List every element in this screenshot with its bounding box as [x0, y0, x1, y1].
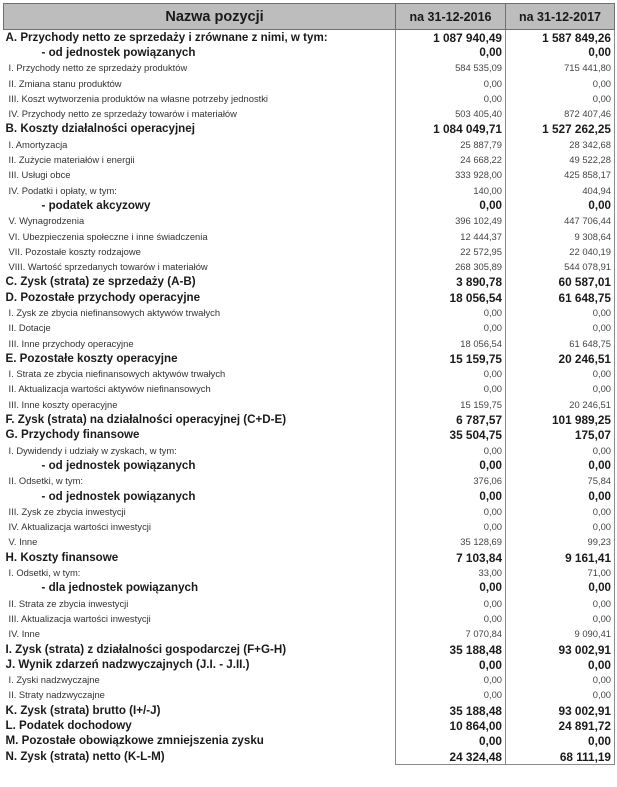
value-2016: 12 444,37	[396, 229, 506, 244]
table-row	[4, 520, 615, 535]
value-2016: 376,06	[396, 474, 506, 489]
value-2016: 0,00	[396, 672, 506, 687]
row-label: - od jednostek powiązanych	[41, 489, 196, 503]
row-label: II. Zmiana stanu produktów	[8, 77, 122, 89]
value-2017: 20 246,51	[506, 351, 615, 366]
value-2016: 0,00	[396, 91, 506, 106]
value-2016: 25 887,79	[396, 137, 506, 152]
row-label: V. Wynagrodzenia	[8, 215, 85, 227]
row-label: F. Zysk (strata) na działalności operacyjnej (C+D-E)	[5, 413, 287, 427]
section-row	[4, 642, 615, 657]
row-label: III. Inne koszty operacyjne	[8, 398, 118, 410]
value-2016: 0,00	[396, 657, 506, 672]
value-2017: 0,00	[506, 596, 615, 611]
section-row	[4, 734, 615, 749]
table-row	[4, 321, 615, 336]
row-label: D. Pozostałe przychody operacyjne	[5, 290, 201, 304]
value-2016: 0,00	[396, 489, 506, 504]
value-2016: 0,00	[396, 443, 506, 458]
row-label: III. Inne przychody operacyjne	[8, 337, 134, 349]
value-2016: 0,00	[396, 458, 506, 473]
value-2016: 0,00	[396, 611, 506, 626]
row-label: IV. Aktualizacja wartości inwestycji	[8, 521, 151, 533]
row-label: II. Dotacje	[8, 322, 51, 334]
row-label: G. Przychody finansowe	[5, 428, 140, 442]
row-label: IV. Podatki i opłaty, w tym:	[8, 184, 117, 196]
table-row	[4, 137, 615, 152]
row-label: III. Usługi obce	[8, 169, 71, 181]
section-row	[4, 749, 615, 765]
value-2016: 0,00	[396, 688, 506, 703]
value-2016: 35 188,48	[396, 642, 506, 657]
row-label: I. Przychody netto ze sprzedaży produktów	[8, 62, 188, 74]
value-2016: 24 668,22	[396, 152, 506, 167]
value-2016: 0,00	[396, 198, 506, 213]
table-row	[4, 152, 615, 167]
table-row	[4, 106, 615, 121]
value-2016: 33,00	[396, 565, 506, 580]
row-label: N. Zysk (strata) netto (K-L-M)	[5, 749, 165, 763]
row-label: - od jednostek powiązanych	[41, 45, 196, 59]
row-label: II. Zużycie materiałów i energii	[8, 154, 135, 166]
row-label: II. Strata ze zbycia inwestycji	[8, 597, 129, 609]
value-2017: 0,00	[506, 504, 615, 519]
table-row	[4, 305, 615, 320]
row-label: IV. Inne	[8, 628, 40, 640]
table-row	[4, 336, 615, 351]
table-row	[4, 581, 615, 596]
section-row	[4, 657, 615, 672]
table-row	[4, 91, 615, 106]
value-2017: 71,00	[506, 565, 615, 580]
value-2017: 0,00	[506, 672, 615, 687]
value-2017: 68 111,19	[506, 749, 615, 765]
value-2016: 35 504,75	[396, 428, 506, 443]
row-label: - od jednostek powiązanych	[41, 458, 196, 472]
value-2017: 9 090,41	[506, 627, 615, 642]
table-row	[4, 688, 615, 703]
value-2017: 872 407,46	[506, 106, 615, 121]
row-label: A. Przychody netto ze sprzedaży i zrównane z nimi, w tym:	[5, 30, 328, 44]
section-row	[4, 703, 615, 718]
row-label: II. Aktualizacja wartości aktywów niefinansowych	[8, 383, 211, 395]
value-2016: 0,00	[396, 305, 506, 320]
value-2016: 0,00	[396, 45, 506, 60]
value-2017: 0,00	[506, 734, 615, 749]
row-label: - dla jednostek powiązanych	[41, 581, 199, 595]
column-header-name: Nazwa pozycji	[4, 4, 396, 30]
header-row	[4, 4, 615, 30]
value-2016: 1 084 049,71	[396, 122, 506, 137]
row-label: III. Aktualizacja wartości inwestycji	[8, 612, 151, 624]
value-2016: 0,00	[396, 382, 506, 397]
value-2016: 0,00	[396, 520, 506, 535]
section-row	[4, 275, 615, 290]
value-2016: 24 324,48	[396, 749, 506, 765]
table-row	[4, 489, 615, 504]
value-2016: 35 188,48	[396, 703, 506, 718]
section-row	[4, 351, 615, 366]
value-2017: 75,84	[506, 474, 615, 489]
value-2017: 544 078,91	[506, 259, 615, 274]
statement-table	[3, 3, 615, 765]
table-row	[4, 183, 615, 198]
value-2017: 447 706,44	[506, 214, 615, 229]
row-label: - podatek akcyzowy	[41, 198, 151, 212]
table-row	[4, 535, 615, 550]
value-2017: 0,00	[506, 688, 615, 703]
value-2016: 0,00	[396, 734, 506, 749]
table-row	[4, 214, 615, 229]
table-row	[4, 443, 615, 458]
row-label: VII. Pozostałe koszty rodzajowe	[8, 245, 141, 257]
value-2016: 7 103,84	[396, 550, 506, 565]
value-2016: 7 070,84	[396, 627, 506, 642]
value-2017: 404,94	[506, 183, 615, 198]
row-label: II. Straty nadzwyczajne	[8, 689, 105, 701]
table-row	[4, 458, 615, 473]
value-2017: 0,00	[506, 76, 615, 91]
value-2017: 0,00	[506, 489, 615, 504]
value-2016: 10 864,00	[396, 718, 506, 733]
value-2016: 0,00	[396, 596, 506, 611]
value-2016: 0,00	[396, 76, 506, 91]
value-2016: 18 056,54	[396, 290, 506, 305]
value-2016: 0,00	[396, 581, 506, 596]
table-row	[4, 382, 615, 397]
table-row	[4, 611, 615, 626]
table-row	[4, 672, 615, 687]
row-label: I. Odsetki, w tym:	[8, 567, 81, 579]
value-2016: 140,00	[396, 183, 506, 198]
value-2017: 0,00	[506, 305, 615, 320]
value-2017: 60 587,01	[506, 275, 615, 290]
section-row	[4, 718, 615, 733]
section-row	[4, 550, 615, 565]
value-2017: 99,23	[506, 535, 615, 550]
value-2017: 0,00	[506, 198, 615, 213]
value-2017: 715 441,80	[506, 61, 615, 76]
value-2017: 61 648,75	[506, 336, 615, 351]
value-2017: 0,00	[506, 657, 615, 672]
row-label: B. Koszty działalności operacyjnej	[5, 122, 195, 136]
row-label: I. Dywidendy i udziały w zyskach, w tym:	[8, 444, 177, 456]
table-row	[4, 76, 615, 91]
table-row	[4, 259, 615, 274]
statement-rows	[4, 30, 615, 765]
value-2017: 101 989,25	[506, 412, 615, 427]
table-row	[4, 367, 615, 382]
value-2016: 15 159,75	[396, 397, 506, 412]
value-2016: 18 056,54	[396, 336, 506, 351]
row-label: C. Zysk (strata) ze sprzedaży (A-B)	[5, 275, 196, 289]
table-row	[4, 474, 615, 489]
row-label: IV. Przychody netto ze sprzedaży towarów i materiałów	[8, 108, 237, 120]
value-2017: 49 522,28	[506, 152, 615, 167]
value-2016: 0,00	[396, 504, 506, 519]
value-2016: 333 928,00	[396, 168, 506, 183]
table-row	[4, 627, 615, 642]
value-2017: 0,00	[506, 321, 615, 336]
section-row	[4, 412, 615, 427]
table-row	[4, 61, 615, 76]
row-label: I. Zysk ze zbycia niefinansowych aktywów trwałych	[8, 306, 221, 318]
value-2017: 0,00	[506, 443, 615, 458]
row-label: III. Koszt wytworzenia produktów na własne potrzeby jednostki	[8, 92, 269, 104]
row-label: J. Wynik zdarzeń nadzwyczajnych (J.I. - J.II.)	[5, 657, 250, 671]
section-row	[4, 30, 615, 46]
row-label: II. Odsetki, w tym:	[8, 475, 83, 487]
row-label: I. Strata ze zbycia niefinansowych aktywów trwałych	[8, 368, 226, 380]
value-2017: 9 161,41	[506, 550, 615, 565]
row-label: K. Zysk (strata) brutto (I+/-J)	[5, 703, 161, 717]
value-2017: 0,00	[506, 581, 615, 596]
row-label: M. Pozostałe obowiązkowe zmniejszenia zysku	[5, 734, 264, 748]
value-2016: 3 890,78	[396, 275, 506, 290]
value-2016: 6 787,57	[396, 412, 506, 427]
value-2017: 1 587 849,26	[506, 30, 615, 46]
row-label: I. Zysk (strata) z działalności gospodarczej (F+G-H)	[5, 642, 287, 656]
row-label: VIII. Wartość sprzedanych towarów i materiałów	[8, 261, 208, 273]
value-2016: 15 159,75	[396, 351, 506, 366]
value-2017: 0,00	[506, 45, 615, 60]
table-row	[4, 229, 615, 244]
value-2016: 268 305,89	[396, 259, 506, 274]
value-2017: 0,00	[506, 382, 615, 397]
value-2017: 93 002,91	[506, 703, 615, 718]
column-header-2016: na 31-12-2016	[396, 4, 506, 30]
section-row	[4, 428, 615, 443]
table-row	[4, 244, 615, 259]
value-2016: 503 405,40	[396, 106, 506, 121]
row-label: III. Zysk ze zbycia inwestycji	[8, 505, 126, 517]
table-row	[4, 596, 615, 611]
value-2016: 22 572,95	[396, 244, 506, 259]
value-2017: 0,00	[506, 91, 615, 106]
table-row	[4, 168, 615, 183]
table-row	[4, 45, 615, 60]
value-2017: 9 308,64	[506, 229, 615, 244]
section-row	[4, 290, 615, 305]
value-2016: 35 128,69	[396, 535, 506, 550]
column-header-2017: na 31-12-2017	[506, 4, 615, 30]
value-2017: 22 040,19	[506, 244, 615, 259]
value-2017: 0,00	[506, 520, 615, 535]
row-label: H. Koszty finansowe	[5, 550, 119, 564]
value-2016: 0,00	[396, 321, 506, 336]
row-label: I. Amortyzacja	[8, 138, 68, 150]
row-label: I. Zyski nadzwyczajne	[8, 674, 100, 686]
value-2017: 93 002,91	[506, 642, 615, 657]
value-2017: 61 648,75	[506, 290, 615, 305]
table-row	[4, 198, 615, 213]
value-2017: 24 891,72	[506, 718, 615, 733]
value-2017: 28 342,68	[506, 137, 615, 152]
row-label: V. Inne	[8, 536, 38, 548]
value-2017: 175,07	[506, 428, 615, 443]
value-2017: 20 246,51	[506, 397, 615, 412]
value-2017: 0,00	[506, 367, 615, 382]
value-2017: 0,00	[506, 458, 615, 473]
section-row	[4, 122, 615, 137]
value-2017: 1 527 262,25	[506, 122, 615, 137]
row-label: VI. Ubezpieczenia społeczne i inne świadczenia	[8, 230, 208, 242]
row-label: L. Podatek dochodowy	[5, 719, 132, 732]
value-2017: 0,00	[506, 611, 615, 626]
value-2016: 0,00	[396, 367, 506, 382]
value-2016: 1 087 940,49	[396, 30, 506, 46]
table-row	[4, 397, 615, 412]
value-2016: 396 102,49	[396, 214, 506, 229]
value-2016: 584 535,09	[396, 61, 506, 76]
table-row	[4, 504, 615, 519]
row-label: E. Pozostałe koszty operacyjne	[5, 351, 178, 365]
value-2017: 425 858,17	[506, 168, 615, 183]
table-row	[4, 565, 615, 580]
